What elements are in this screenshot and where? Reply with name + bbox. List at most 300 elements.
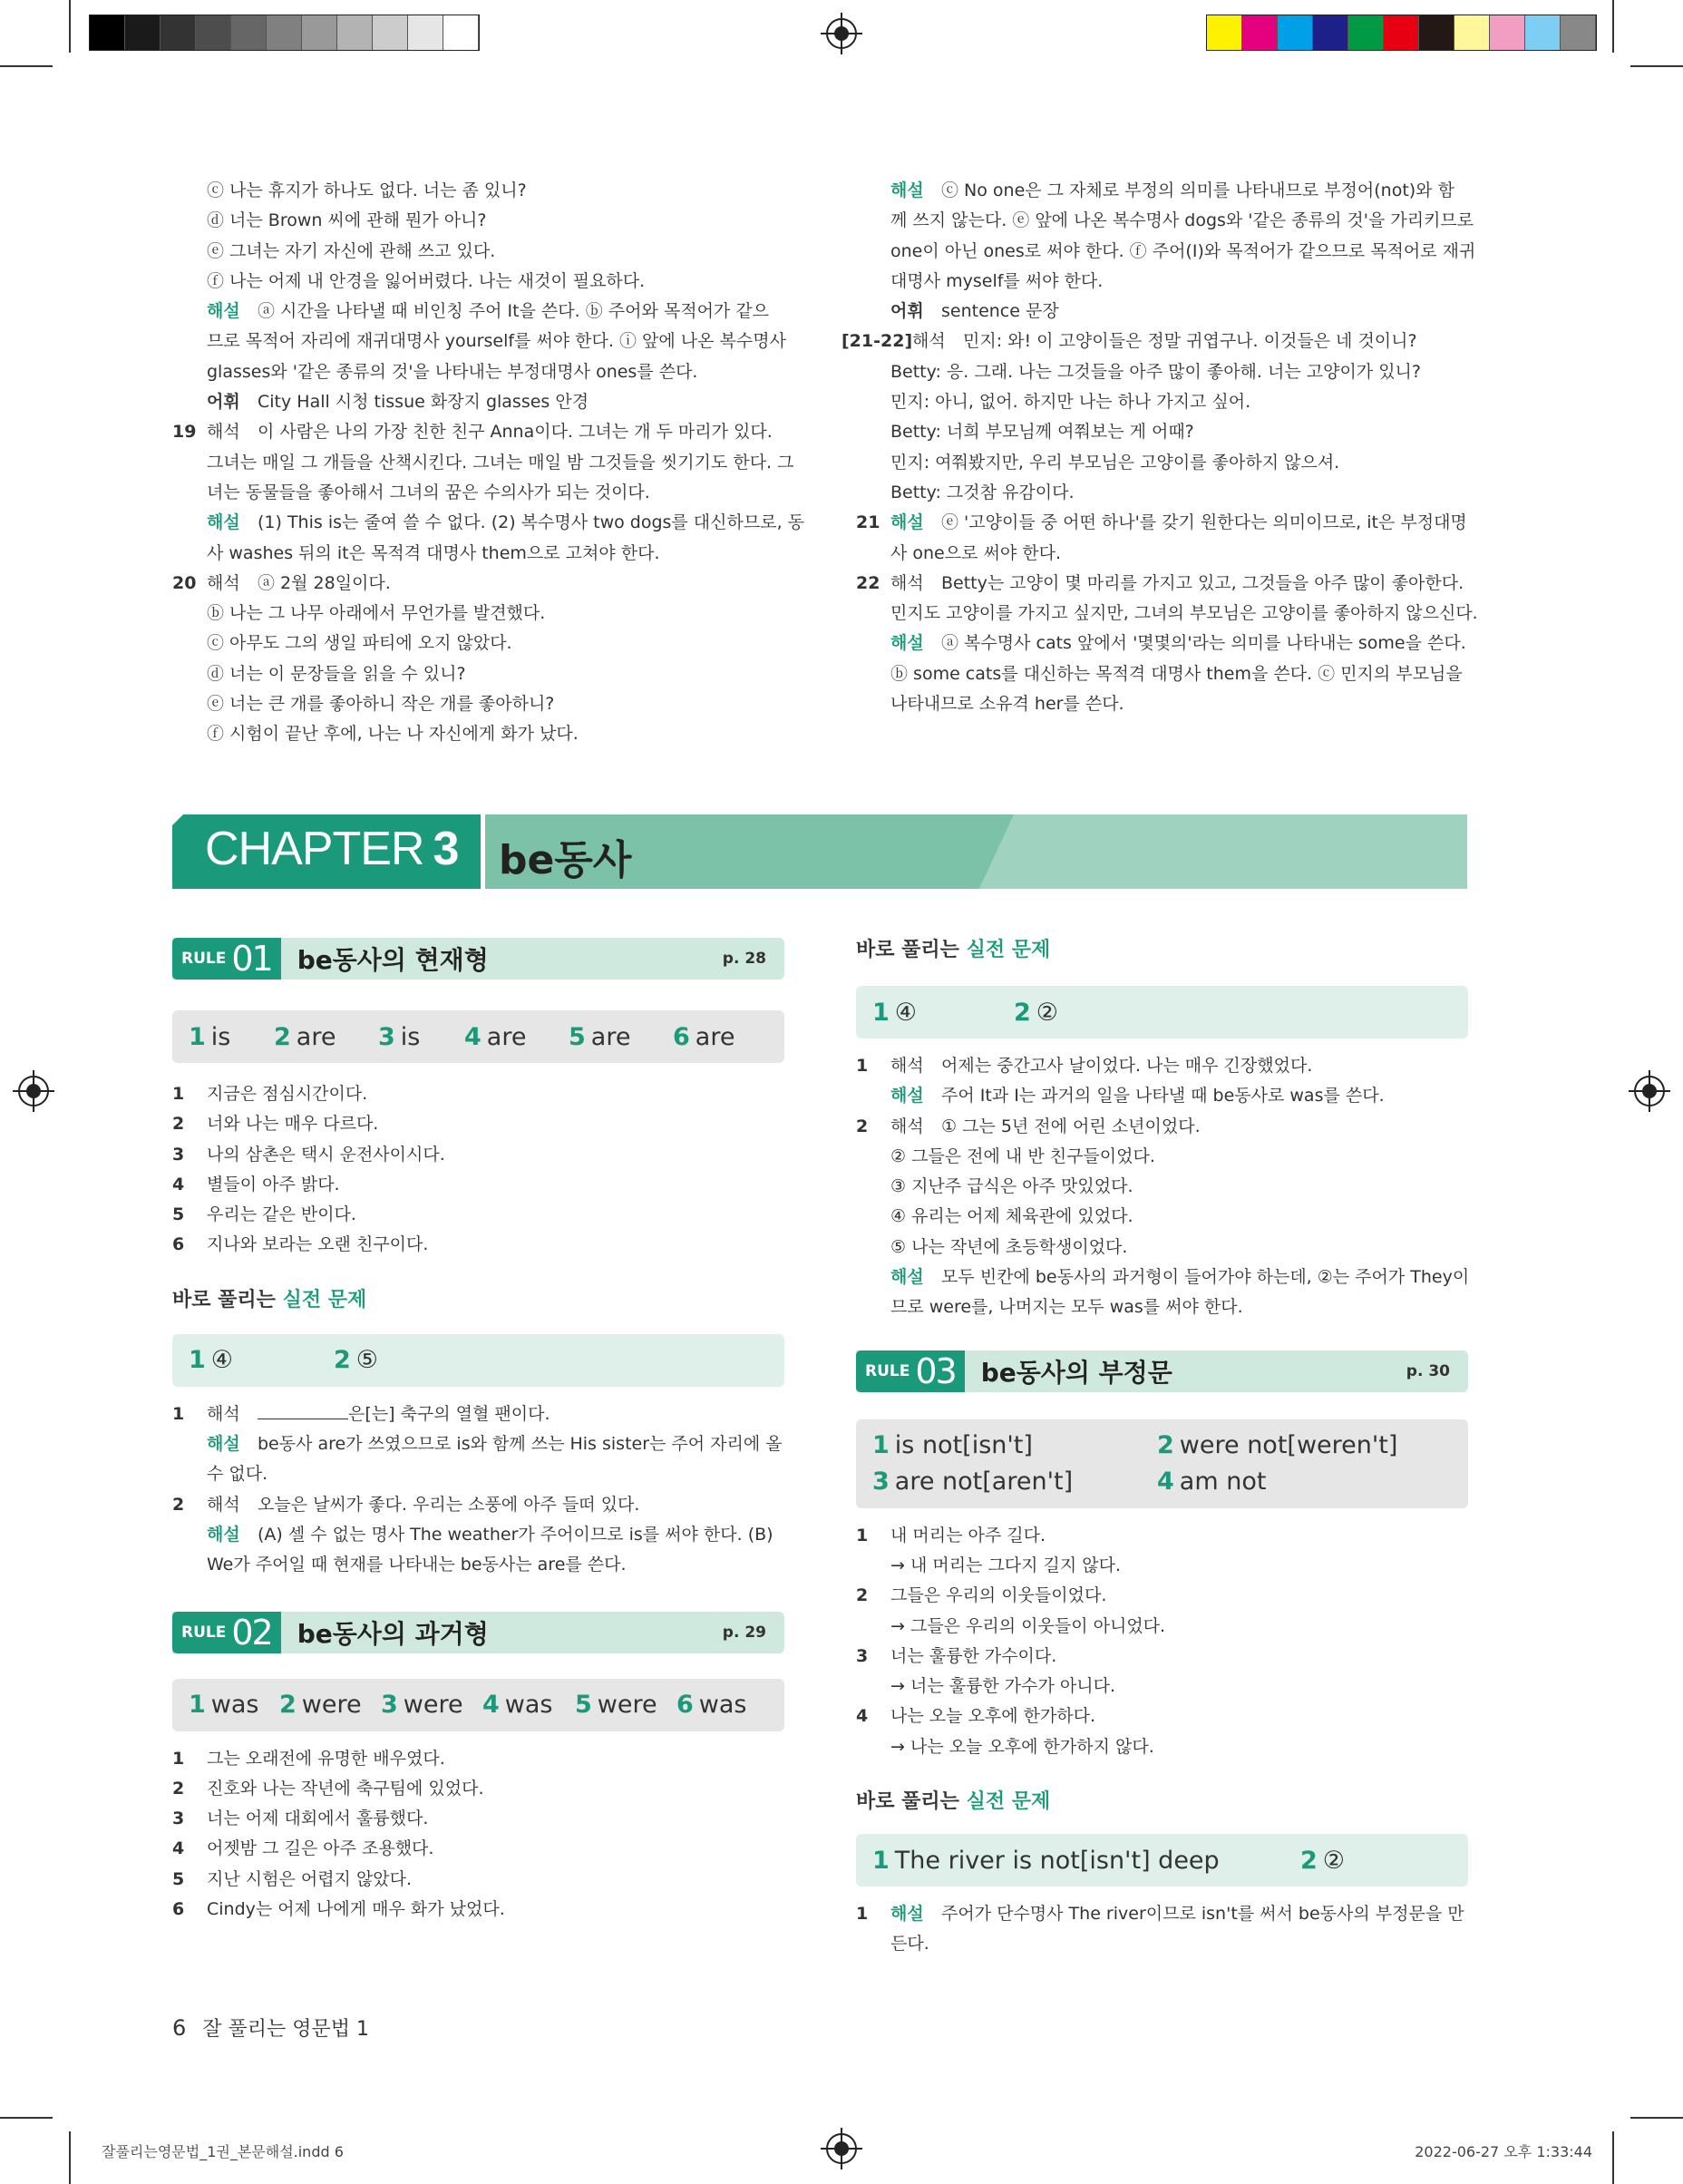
color-swatch [408, 15, 443, 50]
text-line: ⓑ 나는 그 나무 아래에서 무언가를 발견했다. [207, 603, 546, 624]
answer-number: 5 [569, 1022, 586, 1051]
rule-page-ref: p. 30 [1406, 1361, 1450, 1380]
color-swatch [302, 15, 337, 50]
page-number: 6 [172, 2015, 187, 2041]
crop-mark [0, 65, 53, 67]
question-number: 21 [856, 512, 880, 533]
list-item [172, 1804, 784, 1834]
question-number: 2 [856, 1116, 869, 1136]
item-text: 너는 어제 대회에서 훌륭했다. [207, 1809, 429, 1829]
text-line [856, 176, 1468, 206]
practice-title-a: 바로 풀리는 [856, 939, 959, 961]
answer-number: 3 [872, 1467, 890, 1496]
color-swatch [1419, 15, 1454, 50]
rule-badge [856, 1350, 965, 1392]
practice-01-answer-box [172, 1334, 784, 1387]
registration-mark-icon [18, 1076, 49, 1107]
translation-tag: 해석 [207, 422, 240, 443]
item-number: 4 [172, 1838, 185, 1859]
page-footer [172, 2013, 369, 2042]
blank-line [258, 1403, 348, 1419]
answer-value: were not[weren't] [1179, 1430, 1398, 1459]
answer-value: is [210, 1022, 231, 1051]
practice-03-explanations [856, 1899, 1468, 1960]
answer-item [378, 1023, 464, 1051]
color-swatch [1242, 15, 1278, 50]
item-number: 2 [172, 1778, 185, 1799]
item-number: 5 [172, 1868, 185, 1889]
list-item [172, 1200, 784, 1230]
crop-mark [1630, 65, 1683, 67]
color-swatch [161, 15, 196, 50]
text-line [856, 1899, 1468, 1929]
text-line: 께 쓰지 않는다. ⓔ 앞에 나온 복수명사 dogs와 '같은 종류의 것'을 가리키므로 [890, 210, 1474, 231]
text-line: ⓒ 아무도 그의 생일 파티에 오지 않았다. [207, 633, 512, 654]
text-line: 므로 목적어 자리에 재귀대명사 yourself를 써야 한다. ⓘ 앞에 나온 복수명사 [207, 331, 786, 352]
rule-label: RULE [181, 1623, 227, 1642]
answer-item [274, 1023, 378, 1051]
registration-mark-icon [1634, 1076, 1665, 1107]
color-swatch [1561, 15, 1596, 50]
explanation-tag: 해설 [207, 1434, 240, 1455]
answer-row [872, 1464, 1266, 1500]
answer-number: 1 [189, 1022, 206, 1051]
practice-02-answer-box [856, 986, 1468, 1038]
text-line: ⓔ 너는 큰 개를 좋아하니 작은 개를 좋아하니? [207, 694, 555, 715]
vocab-tag: 어휘 [890, 301, 924, 322]
answer-item [279, 1691, 381, 1719]
item-number: 6 [172, 1899, 185, 1920]
item-text: 너는 훌륭한 가수이다. [890, 1645, 1057, 1666]
text-span: (1) This is는 줄여 쓸 수 없다. (2) 복수명사 two dogs를 대신하므로, 동 [258, 512, 805, 533]
item-negative-form: → 나는 오늘 오후에 한가하지 않다. [890, 1736, 1154, 1757]
rule-03-translations [856, 1521, 1468, 1762]
practice-title-b: 실전 문제 [966, 1790, 1051, 1814]
color-swatch [373, 15, 408, 50]
chapter-word: CHAPTER [205, 823, 424, 875]
text-line: We가 주어일 때 현재를 나타내는 be동사는 are를 쓴다. [207, 1555, 627, 1575]
answer-number: 3 [381, 1691, 398, 1720]
dialogue-line: 민지: 여쭤봤지만, 우리 부모님은 고양이를 좋아하지 않으셔. [890, 452, 1340, 473]
item-text: 별들이 아주 밝다. [207, 1174, 340, 1194]
answer-number: 1 [189, 1346, 206, 1375]
practice-title [172, 1284, 784, 1312]
item-negative-form: → 그들은 우리의 이웃들이 아니었다. [890, 1615, 1166, 1636]
explanation-tag: 해설 [890, 1086, 924, 1107]
practice-title-a: 바로 풀리는 [856, 1790, 959, 1814]
question-number: 22 [856, 572, 880, 593]
explanation-tag: 해설 [890, 180, 924, 200]
crop-mark [0, 2117, 53, 2119]
item-number: 3 [172, 1144, 185, 1165]
color-swatch [443, 15, 479, 50]
translation-tag: 해석 [207, 572, 240, 593]
dialogue-line: 민지: 아니, 없어. 하지만 나는 하나 가지고 싶어. [890, 392, 1251, 413]
rule-title: be동사의 현재형 [297, 945, 489, 975]
practice-01-explanations [172, 1399, 784, 1581]
book-title: 잘 풀리는 영문법 1 [202, 2018, 370, 2041]
color-swatch [1348, 15, 1384, 50]
answer-item [464, 1023, 569, 1051]
text-line: ⓓ 너는 이 문장들을 읽을 수 있니? [207, 663, 466, 684]
text-line: 수 없다. [207, 1464, 268, 1485]
rule-02-translations [172, 1744, 784, 1926]
answer-number: 1 [872, 1430, 890, 1459]
color-swatch [90, 15, 125, 50]
color-swatch [1384, 15, 1419, 50]
item-text: 진호와 나는 작년에 축구팀에 있었다. [207, 1778, 484, 1799]
translation-tag: 해석 [890, 1056, 924, 1076]
text-line: ⑤ 나는 작년에 초등학생이었다. [890, 1236, 1128, 1257]
right-top-section [842, 176, 1478, 719]
text-line [172, 387, 784, 417]
process-color-bar [1206, 15, 1597, 51]
text-line: ② 그들은 전에 내 반 친구들이었다. [890, 1146, 1155, 1166]
answer-item [381, 1691, 482, 1719]
text-span: ⓐ 복수명사 cats 앞에서 '몇몇의'라는 의미를 나타내는 some을 쓴다. [941, 633, 1466, 654]
color-swatch [267, 15, 302, 50]
list-item [172, 1774, 784, 1804]
color-swatch [337, 15, 373, 50]
list-item [172, 1865, 784, 1895]
list-item [172, 1230, 784, 1260]
answer-number: 5 [575, 1691, 592, 1720]
rule-01-answer-box [172, 1010, 784, 1063]
item-text: 그는 오래전에 유명한 배우였다. [207, 1748, 445, 1769]
question-21-22 [842, 327, 1468, 356]
translation-tag: 해석 [890, 572, 924, 593]
list-item [172, 1109, 784, 1139]
answer-number: 2 [334, 1346, 351, 1375]
item-number: 4 [856, 1706, 869, 1727]
answer-value: was [210, 1691, 259, 1720]
text-line: 므로 were를, 나머지는 모두 was를 써야 한다. [890, 1297, 1243, 1318]
translation-tag: 해석 [912, 331, 946, 352]
item-negative-form: → 내 머리는 그다지 길지 않다. [890, 1555, 1122, 1575]
answer-value: ② [1322, 1846, 1346, 1875]
chapter-title: be동사 [499, 837, 632, 883]
rule-badge [172, 1612, 281, 1653]
answer-item [189, 1023, 274, 1051]
chapter-label [205, 822, 458, 876]
answer-value: are [486, 1022, 527, 1051]
item-number: 6 [172, 1234, 185, 1255]
text-line: glasses와 '같은 종류의 것'을 나타내는 부정대명사 ones를 쓴다. [207, 361, 698, 382]
answer-value: was [504, 1691, 553, 1720]
question-number: 1 [856, 1056, 869, 1076]
rule-01-header [172, 938, 784, 980]
text-line [856, 1263, 1468, 1292]
item-text: 지난 시험은 어렵지 않았다. [207, 1868, 413, 1889]
crop-mark [69, 2131, 71, 2184]
rule-01-translations [172, 1079, 784, 1261]
item-text: Cindy는 어제 나에게 매우 화가 났었다. [207, 1899, 505, 1920]
text-span: 은[는] 축구의 열혈 팬이다. [348, 1403, 550, 1424]
text-line [172, 1429, 784, 1459]
text-line: 든다. [890, 1934, 929, 1955]
text-span: 모두 빈칸에 be동사의 과거형이 들어가야 하는데, ②는 주어가 They이 [941, 1267, 1470, 1288]
text-line [856, 1112, 1468, 1142]
answer-item [673, 1023, 745, 1051]
rule-number: 03 [915, 1350, 956, 1391]
text-span: 오늘은 날씨가 좋다. 우리는 소풍에 아주 들떠 있다. [258, 1494, 640, 1515]
text-span: sentence 문장 [941, 301, 1059, 322]
rule-page-ref: p. 28 [722, 950, 766, 968]
practice-03-answer-box [856, 1834, 1468, 1887]
left-bottom-section [172, 938, 784, 1925]
answer-value: ② [1036, 998, 1059, 1027]
dialogue-line: Betty: 응. 그래. 나는 그것들을 아주 많이 좋아해. 너는 고양이가 있니? [890, 361, 1421, 382]
list-item [172, 1834, 784, 1864]
text-line [172, 297, 784, 327]
answer-value: were [301, 1691, 362, 1720]
text-line: ⓑ some cats를 대신하는 목적격 대명사 them을 쓴다. ⓒ 민지의 부모님을 [890, 663, 1463, 684]
text-line: ⓓ 너는 Brown 씨에 관해 뭔가 아니? [207, 210, 487, 231]
rule-02-header [172, 1612, 784, 1653]
item-negative-form: → 너는 훌륭한 가수가 아니다. [890, 1676, 1116, 1697]
answer-number: 2 [1014, 998, 1031, 1027]
practice-title-a: 바로 풀리는 [172, 1288, 276, 1311]
rule-number: 02 [231, 1612, 272, 1653]
answer-number: 2 [1157, 1430, 1174, 1459]
text-line [856, 1051, 1468, 1081]
translation-tag: 해석 [207, 1494, 240, 1515]
explanation-tag: 해설 [207, 1524, 240, 1545]
item-number: 4 [172, 1174, 185, 1194]
answer-number: 3 [378, 1022, 395, 1051]
dialogue-line: Betty: 너희 부모님께 여쭤보는 게 어때? [890, 422, 1194, 443]
translation-tag: 해석 [207, 1403, 240, 1424]
text-span: ⓔ '고양이들 중 어떤 하나'를 갖기 원한다는 의미이므로, it은 부정대명 [941, 512, 1467, 533]
question-19 [172, 417, 784, 447]
rule-02-answer-box [172, 1679, 784, 1731]
translation-tag: 해석 [890, 1116, 924, 1136]
text-line: one이 아닌 ones로 써야 한다. ⓕ 주어(I)와 목적어가 같으므로 목적어로 재귀 [890, 240, 1476, 261]
gray-color-bar [89, 15, 480, 51]
item-number: 1 [172, 1748, 185, 1769]
question-number: 2 [172, 1494, 185, 1515]
answer-item [189, 1691, 279, 1719]
item-text: 나는 오늘 오후에 한가하다. [890, 1706, 1096, 1727]
text-span: ⓒ No one은 그 자체로 부정의 의미를 나타내므로 부정어(not)와 함 [941, 180, 1454, 200]
rule-label: RULE [865, 1361, 910, 1380]
practice-02-explanations [856, 1051, 1468, 1323]
text-span: ① 그는 5년 전에 어린 소년이었다. [941, 1116, 1201, 1136]
question-22 [856, 569, 1468, 599]
practice-title [856, 1786, 1468, 1814]
text-span: Betty는 고양이 몇 마리를 가지고 있고, 그것들을 아주 많이 좋아한다. [941, 572, 1464, 593]
answer-value: ④ [210, 1346, 234, 1375]
text-span: 이 사람은 나의 가장 친한 친구 Anna이다. 그녀는 개 두 마리가 있다. [258, 422, 773, 443]
answer-value: was [698, 1691, 747, 1720]
answer-number: 4 [482, 1691, 500, 1720]
item-text: 우리는 같은 반이다. [207, 1204, 356, 1225]
text-span: be동사 are가 쓰였으므로 is와 함께 쓰는 His sister는 주어 자리에 올 [258, 1434, 783, 1455]
list-item [856, 1642, 1468, 1672]
left-top-section [172, 176, 805, 750]
answer-number: 6 [673, 1022, 690, 1051]
right-bottom-section [856, 934, 1468, 1960]
chapter-number: 3 [433, 823, 459, 875]
item-text: 나의 삼촌은 택시 운전사이시다. [207, 1144, 445, 1165]
rule-label: RULE [181, 950, 227, 968]
answer-value: were [597, 1691, 657, 1720]
rule-03-header [856, 1350, 1468, 1392]
question-20 [172, 569, 784, 599]
item-number: 3 [856, 1645, 869, 1666]
answer-value: ④ [894, 998, 918, 1027]
text-span: 주어가 단수명사 The river이므로 isn't를 써서 be동사의 부정문을 만 [941, 1904, 1464, 1925]
answer-number: 1 [872, 998, 890, 1027]
answer-number: 2 [274, 1022, 291, 1051]
chapter-title-band [485, 814, 1467, 889]
text-line: ④ 유리는 어제 체육관에 있었다. [890, 1206, 1133, 1227]
answer-value: are [590, 1022, 631, 1051]
answer-value: are [695, 1022, 735, 1051]
explanation-tag: 해설 [890, 512, 924, 533]
text-line: ③ 지난주 급식은 아주 맛있었다. [890, 1176, 1133, 1197]
text-line: ⓕ 나는 어제 내 안경을 잃어버렸다. 나는 새것이 필요하다. [207, 270, 646, 291]
list-item [172, 1140, 784, 1170]
color-swatch [1313, 15, 1348, 50]
rule-03-answer-box [856, 1419, 1468, 1508]
text-line: 민지도 고양이를 가지고 싶지만, 그녀의 부모님은 고양이를 좋아하지 않으신다. [890, 603, 1478, 624]
item-text: 어젯밤 그 길은 아주 조용했다. [207, 1838, 434, 1859]
answer-value: were [403, 1691, 463, 1720]
rule-title: be동사의 부정문 [980, 1357, 1172, 1388]
practice-title [856, 934, 1468, 962]
answer-value: am not [1179, 1467, 1267, 1496]
answer-value: The river is not[isn't] deep [894, 1846, 1220, 1875]
question-number: 1 [856, 1904, 869, 1925]
item-number: 1 [856, 1525, 869, 1545]
text-line: 그녀는 매일 그 개들을 산책시킨다. 그녀는 매일 밤 그것들을 씻기기도 한다. 그 [207, 452, 794, 473]
answer-item [482, 1691, 575, 1719]
text-line [172, 1490, 784, 1520]
color-swatch [1207, 15, 1242, 50]
list-item [172, 1170, 784, 1200]
list-item [856, 1581, 1468, 1611]
question-number: 19 [172, 422, 197, 443]
answer-item [676, 1691, 749, 1719]
crop-mark [69, 0, 71, 53]
text-line [856, 297, 1468, 327]
color-swatch [1490, 15, 1525, 50]
rule-badge [172, 938, 281, 980]
text-line: 나타내므로 소유격 her를 쓴다. [890, 694, 1124, 715]
practice-title-b: 실전 문제 [282, 1288, 367, 1311]
text-line: ⓔ 그녀는 자기 자신에 관해 쓰고 있다. [207, 240, 496, 261]
answer-number: 2 [1300, 1846, 1318, 1875]
text-span: 민지: 와! 이 고양이들은 정말 귀엽구나. 이것들은 네 것이니? [963, 331, 1417, 352]
list-item [856, 1701, 1468, 1731]
list-item [172, 1079, 784, 1109]
answer-number: 4 [464, 1022, 482, 1051]
item-number: 5 [172, 1204, 185, 1225]
item-number: 2 [172, 1114, 185, 1135]
color-swatch [1278, 15, 1313, 50]
practice-title-b: 실전 문제 [966, 939, 1051, 961]
list-item [856, 1521, 1468, 1551]
item-number: 3 [172, 1809, 185, 1829]
text-line: ⓒ 나는 휴지가 하나도 없다. 너는 좀 있니? [207, 180, 527, 200]
rule-number: 01 [231, 939, 272, 979]
dialogue-line: Betty: 그것참 유감이다. [890, 482, 1075, 502]
text-line: 대명사 myself를 써야 한다. [890, 270, 1104, 291]
crop-mark [1612, 2131, 1614, 2184]
item-number: 1 [172, 1084, 185, 1104]
list-item [172, 1895, 784, 1925]
answer-number: 1 [872, 1846, 890, 1875]
item-number: 2 [856, 1585, 869, 1606]
answer-value: are not[aren't] [894, 1467, 1074, 1496]
color-swatch [1454, 15, 1490, 50]
answer-item [575, 1691, 676, 1719]
answer-number: 2 [279, 1691, 297, 1720]
text-line [172, 1520, 784, 1550]
text-line [172, 1399, 784, 1429]
explanation-tag: 해설 [890, 1904, 924, 1925]
crop-mark [1612, 0, 1614, 53]
text-line: 사 one으로 써야 한다. [890, 542, 1061, 563]
text-line [856, 1081, 1468, 1111]
item-text: 너와 나는 매우 다르다. [207, 1114, 379, 1135]
question-21 [856, 508, 1468, 538]
explanation-tag: 해설 [207, 512, 240, 533]
slug-file-name: 잘풀리는영문법_1권_본문해설.indd 6 [102, 2143, 344, 2160]
color-swatch [1525, 15, 1561, 50]
text-line [856, 629, 1468, 658]
slug-timestamp: 2022-06-27 오후 1:33:44 [1415, 2143, 1592, 2160]
text-span: City Hall 시청 tissue 화장지 glasses 안경 [258, 392, 589, 413]
text-span: (A) 셀 수 없는 명사 The weather가 주어이므로 is를 써야 한다. (B) [258, 1524, 773, 1545]
answer-item [569, 1023, 673, 1051]
rule-page-ref: p. 29 [722, 1623, 766, 1642]
text-line: 사 washes 뒤의 it은 목적격 대명사 them으로 고쳐야 한다. [207, 542, 660, 563]
answer-value: are [296, 1022, 336, 1051]
text-span: ⓐ 2월 28일이다. [258, 572, 391, 593]
explanation-tag: 해설 [890, 1267, 924, 1288]
registration-mark-icon [826, 2133, 857, 2164]
explanation-tag: 해설 [207, 301, 240, 322]
item-text: 내 머리는 아주 길다. [890, 1525, 1046, 1545]
color-swatch [231, 15, 267, 50]
answer-number: 1 [189, 1691, 206, 1720]
explanation-tag: 해설 [890, 633, 924, 654]
item-text: 지나와 보라는 오랜 친구이다. [207, 1234, 429, 1255]
answer-value: is [400, 1022, 421, 1051]
vocab-tag: 어휘 [207, 392, 240, 413]
color-swatch [125, 15, 161, 50]
chapter-header [172, 814, 1467, 889]
text-span: 주어 It과 I는 과거의 일을 나타낼 때 be동사로 was를 쓴다. [941, 1086, 1385, 1107]
question-number: [21-22] [842, 331, 913, 352]
text-line [172, 508, 805, 538]
crop-mark [1630, 2117, 1683, 2119]
color-swatch [196, 15, 231, 50]
question-number: 20 [172, 572, 197, 593]
text-span: 어제는 중간고사 날이었다. 나는 매우 긴장했었다. [941, 1056, 1313, 1076]
answer-number: 6 [676, 1691, 694, 1720]
item-text: 지금은 점심시간이다. [207, 1084, 368, 1104]
text-line: ⓕ 시험이 끝난 후에, 나는 나 자신에게 화가 났다. [207, 724, 579, 745]
list-item [172, 1744, 784, 1774]
item-text: 그들은 우리의 이웃들이었다. [890, 1585, 1107, 1606]
answer-value: ⑤ [355, 1346, 379, 1375]
text-line: 녀는 동물들을 좋아해서 그녀의 꿈은 수의사가 되는 것이다. [207, 482, 650, 502]
answer-number: 4 [1157, 1467, 1174, 1496]
answer-row [872, 1428, 1397, 1464]
